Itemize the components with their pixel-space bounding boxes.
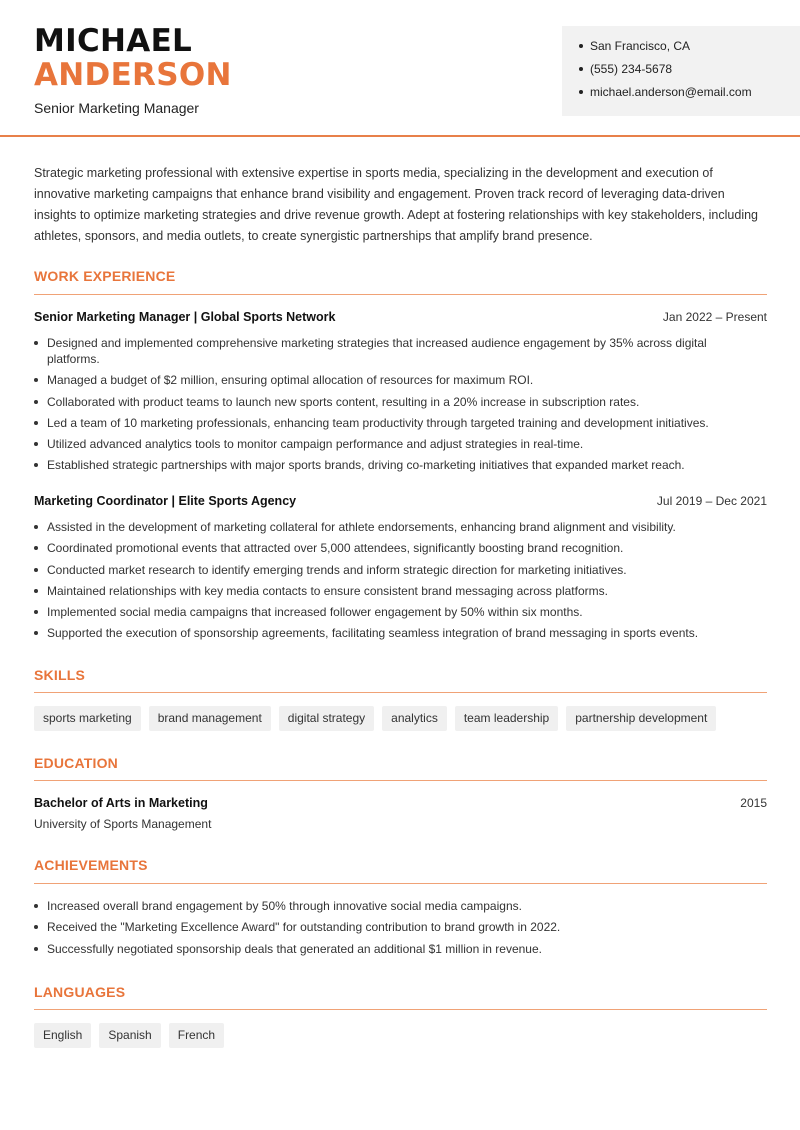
list-item — [34, 540, 724, 556]
bullet-text: Supported the execution of sponsorship agreements, facilitating seamless integration of brand messaging in sports events. — [47, 626, 699, 641]
skill-tag: partnership development — [566, 706, 716, 731]
list-item — [34, 335, 724, 367]
bullet-icon — [34, 568, 38, 572]
list-item — [34, 519, 724, 535]
education-year: 2015 — [740, 796, 767, 810]
list-item — [34, 394, 724, 410]
job-title: Marketing Coordinator | Elite Sports Agency — [34, 494, 297, 508]
contact-location — [562, 38, 800, 61]
bullet-text: Conducted market research to identify emerging trends and inform strategic direction for marketing initiatives. — [47, 562, 627, 577]
location-text: San Francisco, CA — [590, 39, 691, 53]
list-item — [34, 436, 724, 452]
bullet-text: Received the "Marketing Excellence Award" for outstanding contribution to brand growth in 2022. — [47, 920, 561, 935]
bullet-icon — [579, 67, 583, 71]
bullet-icon — [34, 463, 38, 467]
bullet-icon — [34, 400, 38, 404]
skills-tags — [34, 706, 716, 731]
last-name: ANDERSON — [34, 57, 232, 93]
skill-tag: analytics — [382, 706, 447, 731]
job-title: Senior Marketing Manager | Global Sports Network — [34, 310, 336, 324]
language-tag: French — [169, 1023, 224, 1048]
first-name: MICHAEL — [34, 23, 193, 59]
section-divider — [34, 883, 767, 884]
resume-header — [0, 0, 800, 137]
bullet-icon — [34, 421, 38, 425]
contact-box — [562, 26, 800, 116]
bullet-icon — [34, 589, 38, 593]
bullet-text: Established strategic partnerships with major sports brands, driving co-marketing initiatives that expanded market reach. — [47, 458, 685, 473]
bullet-text: Assisted in the development of marketing collateral for athlete endorsements, enhancing brand alignment and visibility. — [47, 520, 676, 534]
section-title-work: WORK EXPERIENCE — [34, 268, 176, 284]
list-item — [34, 919, 724, 935]
job-bullets — [34, 335, 724, 479]
education-school: University of Sports Management — [34, 817, 212, 831]
bullet-icon — [34, 904, 38, 908]
education-degree: Bachelor of Arts in Marketing — [34, 796, 208, 810]
bullet-icon — [34, 546, 38, 550]
list-item — [34, 415, 724, 431]
bullet-text: Implemented social media campaigns that increased follower engagement by 50% within six months. — [47, 605, 583, 620]
job-title-heading: Senior Marketing Manager — [34, 100, 199, 116]
bullet-icon — [34, 947, 38, 951]
skill-tag: brand management — [149, 706, 271, 731]
list-item — [34, 457, 724, 473]
job-header — [34, 310, 767, 328]
bullet-icon — [34, 610, 38, 614]
bullet-icon — [34, 442, 38, 446]
bullet-icon — [34, 341, 38, 345]
bullet-text: Successfully negotiated sponsorship deals that generated an additional $1 million in revenue. — [47, 941, 542, 956]
bullet-text: Managed a budget of $2 million, ensuring optimal allocation of resources for maximum ROI. — [47, 373, 534, 388]
bullet-icon — [34, 378, 38, 382]
bullet-text: Designed and implemented comprehensive marketing strategies that increased audience engagement by 35% across digital platforms. — [47, 336, 707, 366]
bullet-text: Utilized advanced analytics tools to monitor campaign performance and adjust strategies in real-time. — [47, 437, 584, 452]
bullet-icon — [579, 90, 583, 94]
skill-tag: digital strategy — [279, 706, 374, 731]
job-header — [34, 494, 767, 512]
list-item — [34, 941, 724, 957]
list-item — [34, 604, 724, 620]
summary-paragraph: Strategic marketing professional with extensive expertise in sports media, specializing in the development and execution of innovative marketing campaigns that enhance brand visibility and engagement. Proven track record of leveraging data-driven insights to optimize marketing strategies and drive revenue growth. Adept at fostering relationships with key stakeholders, including athletes, sponsors, and media outlets, to create synergistic partnerships that amplify brand presence. — [34, 166, 758, 243]
contact-phone — [562, 61, 800, 84]
bullet-text: Coordinated promotional events that attracted over 5,000 attendees, significantly boosting brand recognition. — [47, 541, 624, 556]
language-tags — [34, 1023, 224, 1048]
section-divider — [34, 692, 767, 693]
contact-email — [562, 84, 800, 107]
list-item — [34, 372, 724, 388]
section-divider — [34, 294, 767, 295]
skill-tag: sports marketing — [34, 706, 141, 731]
section-title-education: EDUCATION — [34, 755, 118, 771]
bullet-icon — [34, 631, 38, 635]
list-item — [34, 625, 724, 641]
job-date: Jan 2022 – Present — [662, 310, 767, 324]
skill-tag: team leadership — [455, 706, 558, 731]
language-tag: Spanish — [99, 1023, 160, 1048]
bullet-icon — [34, 925, 38, 929]
section-title-achievements: ACHIEVEMENTS — [34, 857, 148, 873]
section-title-skills: SKILLS — [34, 667, 85, 683]
bullet-text: Maintained relationships with key media contacts to ensure consistent brand messaging across platforms. — [47, 583, 608, 598]
job-date: Jul 2019 – Dec 2021 — [656, 494, 767, 508]
bullet-text: Collaborated with product teams to launch new sports content, resulting in a 20% increase in subscription rates. — [47, 394, 640, 409]
bullet-icon — [579, 44, 583, 48]
list-item — [34, 583, 724, 599]
section-divider — [34, 1009, 767, 1010]
phone-text: (555) 234-5678 — [590, 62, 673, 76]
bullet-text: Led a team of 10 marketing professionals, enhancing team productivity through targeted training and development initiatives. — [47, 415, 709, 430]
list-item — [34, 898, 724, 914]
job-bullets — [34, 519, 724, 647]
bullet-text: Increased overall brand engagement by 50% through innovative social media campaigns. — [47, 899, 522, 913]
section-title-languages: LANGUAGES — [34, 984, 126, 1000]
list-item — [34, 562, 724, 578]
language-tag: English — [34, 1023, 91, 1048]
section-divider — [34, 780, 767, 781]
email-text: michael.anderson@email.com — [590, 85, 752, 99]
bullet-icon — [34, 525, 38, 529]
achievements-list — [34, 898, 724, 962]
